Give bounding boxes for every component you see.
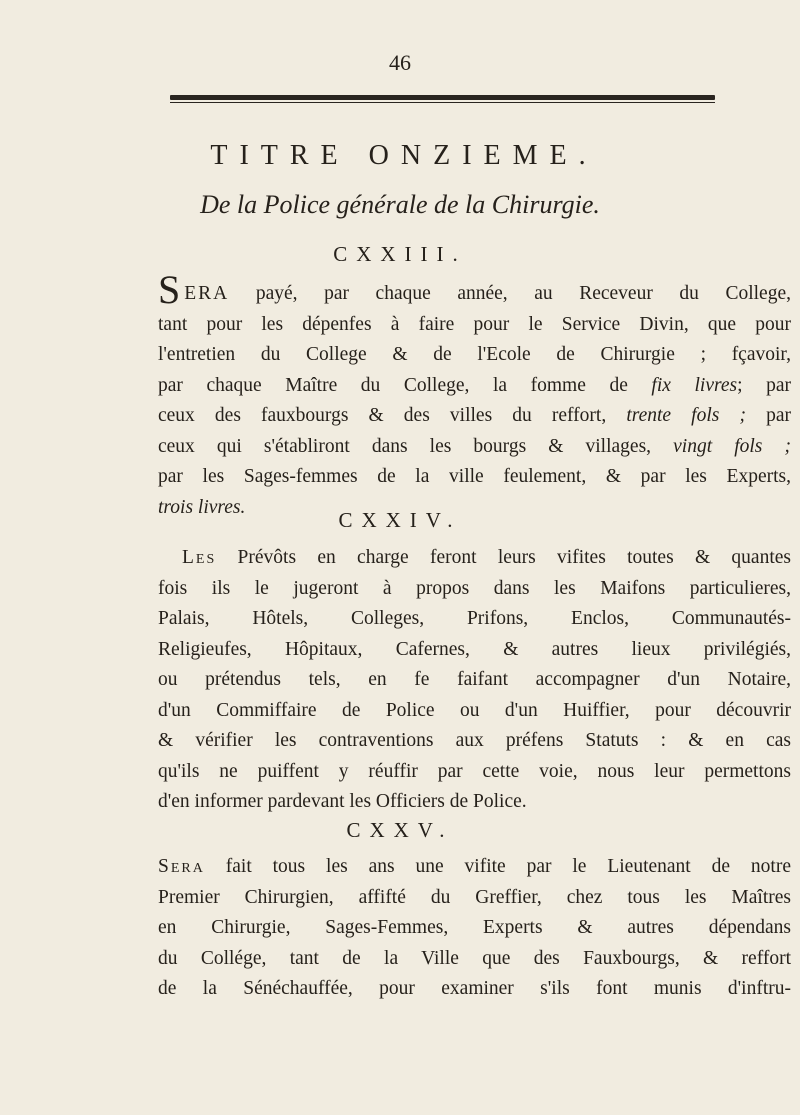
- text-line: ceux qui s'établiront dans les bourgs & villages, vingt fols ;: [158, 435, 791, 457]
- article-paragraph: [158, 267, 791, 523]
- article-paragraph: [158, 543, 791, 818]
- article-number: CXXIII.: [333, 242, 467, 266]
- article-paragraph: [158, 852, 791, 1005]
- text-line: SERA payé, par chaque année, au Receveur du College,: [158, 267, 791, 312]
- header-rule: [170, 95, 715, 100]
- text-line: par les Sages-femmes de la ville feulement, & par les Experts,: [158, 466, 791, 487]
- text-line: par chaque Maître du College, la fomme de fix livres; par: [158, 374, 791, 396]
- text-line: Les Prévôts en charge feront leurs vifites toutes & quantes: [182, 547, 791, 568]
- text-line: de la Sénéchauffée, pour examiner s'ils font munis d'inftru-: [158, 978, 791, 999]
- text-line: Palais, Hôtels, Colleges, Prifons, Enclos, Communautés-: [158, 608, 791, 629]
- text-line: en Chirurgie, Sages-Femmes, Experts & autres dépendans: [158, 917, 791, 938]
- title: TITRE ONZIEME.: [210, 140, 598, 171]
- text-line: Religieufes, Hôpitaux, Cafernes, & autres lieux privilégiés,: [158, 638, 791, 660]
- text-line: d'un Commiffaire de Police ou d'un Huiffier, pour découvrir: [158, 699, 791, 721]
- text-line: & vérifier les contraventions aux préfens Statuts : & en cas: [158, 730, 791, 751]
- drop-cap: S: [158, 267, 181, 312]
- subtitle: De la Police générale de la Chirurgie.: [200, 190, 600, 219]
- text-line: d'en informer pardevant les Officiers de Police.: [158, 791, 527, 812]
- text-line: tant pour les dépenfes à faire pour le Service Divin, que pour: [158, 313, 791, 335]
- text-line: fois ils le jugeront à propos dans les Maifons particulieres,: [158, 577, 791, 599]
- article-number: CXXIV.: [338, 508, 462, 532]
- text-line: Sera fait tous les ans une vifite par le Lieutenant de notre: [158, 856, 791, 877]
- text-line: qu'ils ne puiffent y réuffir par cette voie, nous leur permettons: [158, 760, 791, 782]
- text-line: ceux des fauxbourgs & des villes du reffort, trente fols ; par: [158, 405, 791, 426]
- text-line: trois livres.: [158, 496, 246, 518]
- page-number: 46: [389, 50, 411, 75]
- text-line: Premier Chirurgien, affifté du Greffier, chez tous les Maîtres: [158, 886, 791, 908]
- text-line: ou prétendus tels, en fe faifant accompagner d'un Notaire,: [158, 669, 791, 690]
- text-line: l'entretien du College & de l'Ecole de Chirurgie ; fçavoir,: [158, 344, 791, 365]
- article-number: CXXV.: [346, 818, 454, 842]
- text-line: du Collége, tant de la Ville que des Fauxbourgs, & reffort: [158, 947, 791, 969]
